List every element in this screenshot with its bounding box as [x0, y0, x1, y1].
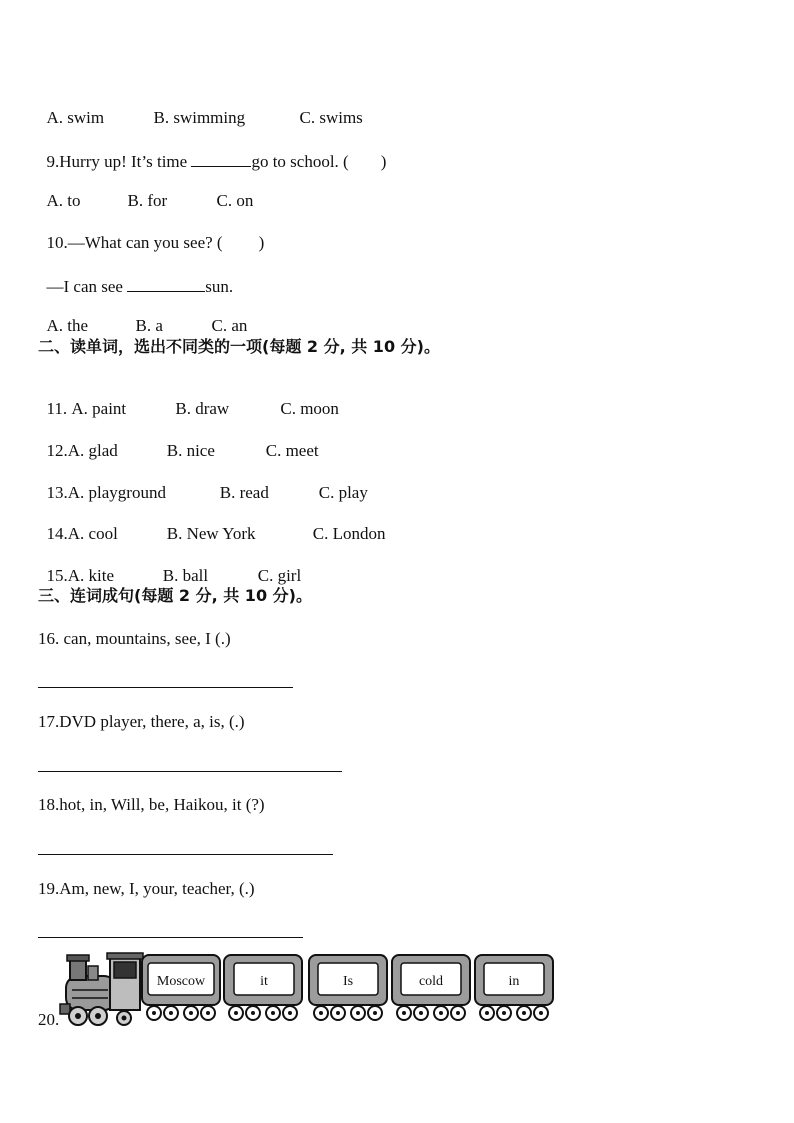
q10-option-b: B. a — [135, 316, 163, 335]
q10-line2-pre: —I can see — [46, 277, 128, 296]
q13-number: 13. — [46, 483, 68, 502]
q9-options — [38, 171, 253, 211]
q12-number: 12. — [46, 441, 68, 460]
q15-number: 15. — [46, 566, 68, 585]
q9-paren-close: ) — [380, 152, 387, 171]
q19-answer-line[interactable] — [38, 937, 303, 938]
q13-option-a: A. playground — [67, 483, 166, 502]
q9-option-b: B. for — [127, 191, 168, 210]
q11-option-b: B. draw — [175, 399, 230, 418]
train-car-3 — [309, 955, 387, 1020]
q8-option-b: B. swimming — [153, 108, 246, 127]
train-car-2 — [224, 955, 302, 1020]
q11-option-a: A. paint — [71, 399, 127, 418]
q14-option-a: A. cool — [67, 524, 118, 543]
q15-option-c: C. girl — [257, 566, 302, 585]
q13-option-c: C. play — [318, 483, 368, 502]
q14-row — [38, 504, 385, 544]
train-illustration — [58, 950, 558, 1030]
q9-option-a: A. to — [46, 191, 81, 210]
section3-title: 三、连词成句(每题 2 分, 共 10 分)。 — [38, 586, 312, 605]
q8-option-a: A. swim — [46, 108, 105, 127]
locomotive-icon — [60, 953, 143, 1025]
train-word-4: cold — [418, 974, 444, 989]
q15-row — [38, 546, 301, 586]
q17-prompt: 17.DVD player, there, a, is, (.) — [38, 712, 245, 731]
train-word-5: in — [508, 974, 520, 989]
q18-prompt: 18.hot, in, Will, be, Haikou, it (?) — [38, 795, 265, 814]
q10-line1: 10.—What can you see? ( — [46, 233, 223, 252]
q10-question — [38, 213, 264, 253]
section2-title: 二、读单词，选出不同类的一项(每题 2 分, 共 10 分)。 — [38, 337, 440, 356]
q16-prompt: 16. can, mountains, see, I (.) — [38, 629, 231, 648]
train-car-1 — [142, 955, 220, 1020]
q8-options — [38, 88, 363, 128]
q19-prompt: 19.Am, new, I, your, teacher, (.) — [38, 879, 255, 898]
q12-option-c: C. meet — [265, 441, 319, 460]
q10-blank[interactable] — [127, 275, 205, 292]
q13-row — [38, 463, 368, 503]
q14-option-b: B. New York — [166, 524, 256, 543]
q12-row — [38, 421, 319, 461]
q8-option-c: C. swims — [299, 108, 363, 127]
q14-number: 14. — [46, 524, 68, 543]
q15-option-b: B. ball — [162, 566, 209, 585]
q9-option-c: C. on — [216, 191, 254, 210]
q10-option-c: C. an — [211, 316, 248, 335]
q11-option-c: C. moon — [280, 399, 339, 418]
q9-text-pre: 9.Hurry up! It’s time — [46, 152, 192, 171]
q18-answer-line[interactable] — [38, 854, 333, 855]
q10-answer-line — [38, 255, 233, 297]
q17-answer-line[interactable] — [38, 771, 342, 772]
q10-option-a: A. the — [46, 316, 89, 335]
q11-number: 11. — [46, 399, 72, 418]
q9-question — [38, 130, 386, 172]
train-car-4 — [392, 955, 470, 1020]
q12-option-a: A. glad — [67, 441, 118, 460]
q20-number: 20. — [38, 1010, 60, 1029]
q15-option-a: A. kite — [67, 566, 115, 585]
q10-line2-post: sun. — [205, 277, 234, 296]
q12-option-b: B. nice — [166, 441, 215, 460]
q10-paren-close: ) — [258, 233, 265, 252]
q10-options — [38, 296, 247, 336]
q9-text-post: go to school. ( — [251, 152, 349, 171]
train-word-2: it — [260, 974, 268, 989]
q9-blank[interactable] — [191, 150, 251, 167]
q14-option-c: C. London — [312, 524, 386, 543]
train-word-1: Moscow — [156, 974, 206, 989]
train-word-3: Is — [342, 974, 354, 989]
train-car-5 — [475, 955, 553, 1020]
q11-row — [38, 379, 339, 419]
q13-option-b: B. read — [219, 483, 269, 502]
q16-answer-line[interactable] — [38, 687, 293, 688]
